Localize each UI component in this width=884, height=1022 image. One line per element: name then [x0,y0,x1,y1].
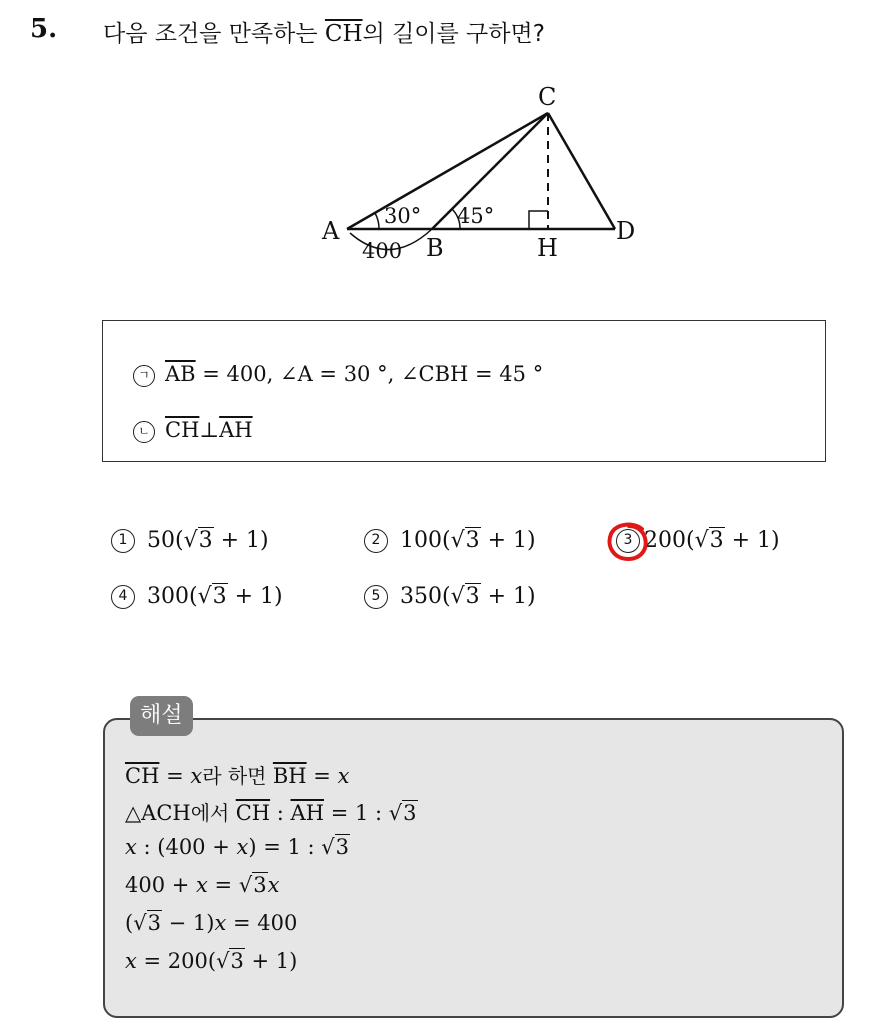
sol-x: x [267,873,280,897]
sol-x: x [190,764,203,788]
sol-ratio: ) = 1 : [248,835,322,859]
choice-1-radicand: 3 [198,528,213,553]
solution-line-5 [125,911,297,935]
choice-1-prefix: 50( [147,528,184,553]
solution-line-1 [125,760,349,789]
sqrt-symbol: √3 [450,528,480,553]
selected-answer-circle [606,521,650,563]
choice-3-prefix: 200( [644,528,695,553]
sol-eq: = [159,764,191,788]
choice-5-radicand: 3 [465,584,480,609]
angle-arc-a [375,213,379,229]
label-h: H [537,234,558,262]
question-text [103,15,545,48]
choice-2[interactable] [364,528,536,553]
solution-line-6 [125,949,297,973]
sol-expr: + 1) [244,949,298,973]
choice-4[interactable] [111,584,283,609]
choice-3-radicand: 3 [709,528,724,553]
sqrt-symbol: √3 [694,528,724,553]
sol-x: x [236,835,249,859]
choice-4-number: 4 [111,585,135,609]
sol-paren: ( [125,911,134,935]
sol-ah: $\overline{AH}$ [290,801,325,825]
condition-2 [133,418,253,443]
sol-radicand: 3 [230,949,244,973]
sqrt-symbol: √3 [388,801,417,825]
length-label-ab: 400 [362,239,403,263]
question-text-before: 다음 조건을 만족하는 [103,21,318,47]
sqrt-symbol: √3 [133,911,161,935]
solution-line-2 [125,797,418,826]
label-b: B [426,234,444,262]
segment-ac [347,113,548,229]
sol-radicand: 3 [147,911,161,935]
choice-4-prefix: 300( [147,584,198,609]
sol-x: x [125,949,137,973]
condition-2-mark: ㄴ [133,421,155,443]
sol-expr: 400 + [125,873,197,897]
sol-x: x [337,764,350,788]
label-d: D [616,217,636,245]
sol-expr: = 400 [226,911,298,935]
condition-1 [133,362,543,387]
sol-ko-text: 에서 [190,801,236,825]
angle-label-b: 45° [457,204,495,228]
condition-1-ab: $\overline{AB}$ [165,362,196,386]
sol-radicand: 3 [335,835,350,859]
condition-2-perp: ⊥ [199,418,220,442]
choice-1-number: 1 [111,529,135,553]
sol-x: x [196,873,208,897]
sol-x: x [125,835,137,859]
sol-ch: $\overline{CH}$ [235,801,271,825]
condition-1-text: = 400, ∠A = 30 °, ∠CBH = 45 ° [195,362,544,386]
sol-ch: $\overline{CH}$ [125,764,160,788]
question-number: 5. [30,14,58,44]
label-a: A [322,217,340,245]
sqrt-symbol: √3 [197,584,227,609]
condition-1-mark: ㄱ [133,365,155,387]
sol-expr: = 200( [136,949,217,973]
sol-radicand: 3 [253,873,267,897]
triangle-figure [300,78,660,278]
choice-5-prefix: 350( [400,584,451,609]
solution-tag: 해설 [130,696,193,736]
sqrt-symbol: √3 [238,873,267,897]
choice-2-number: 2 [364,529,388,553]
solution-line-4 [125,873,279,897]
choice-3-number: 3 [616,529,640,553]
sqrt-symbol: √3 [183,528,213,553]
condition-2-ah: $\overline{AH}$ [219,418,253,442]
choice-4-suffix: + 1) [227,584,283,609]
sol-radicand: 3 [403,801,417,825]
sqrt-symbol: √3 [216,949,244,973]
choice-1[interactable] [111,528,269,553]
question-segment-ch: $\overline{CH}$ [324,21,363,47]
choice-3-suffix: + 1) [724,528,780,553]
sol-eq: = [306,764,338,788]
sqrt-symbol: √3 [321,835,350,859]
question-text-after: 의 길이를 구하면? [362,21,545,47]
sol-bh: $\overline{BH}$ [272,764,307,788]
sol-eq: = [207,873,239,897]
choice-2-radicand: 3 [465,528,480,553]
sqrt-symbol: √3 [450,584,480,609]
sol-triangle: △ACH [125,801,191,825]
choice-2-prefix: 100( [400,528,451,553]
sol-x: x [214,911,227,935]
sol-expr: : (400 + [136,835,237,859]
sol-expr: − 1) [161,911,215,935]
segment-cd [548,113,615,229]
choice-1-suffix: + 1) [213,528,269,553]
choice-5-suffix: + 1) [480,584,536,609]
condition-2-ch: $\overline{CH}$ [165,418,200,442]
choice-2-suffix: + 1) [480,528,536,553]
angle-label-a: 30° [384,204,422,228]
sol-colon: : [270,801,291,825]
choice-5[interactable] [364,584,536,609]
solution-line-3 [125,835,350,859]
sol-ko-text: 라 하면 [202,764,273,788]
label-c: C [538,83,557,111]
right-angle-mark [529,211,548,229]
sol-ratio: = 1 : [324,801,389,825]
choice-5-number: 5 [364,585,388,609]
choice-4-radicand: 3 [212,584,227,609]
